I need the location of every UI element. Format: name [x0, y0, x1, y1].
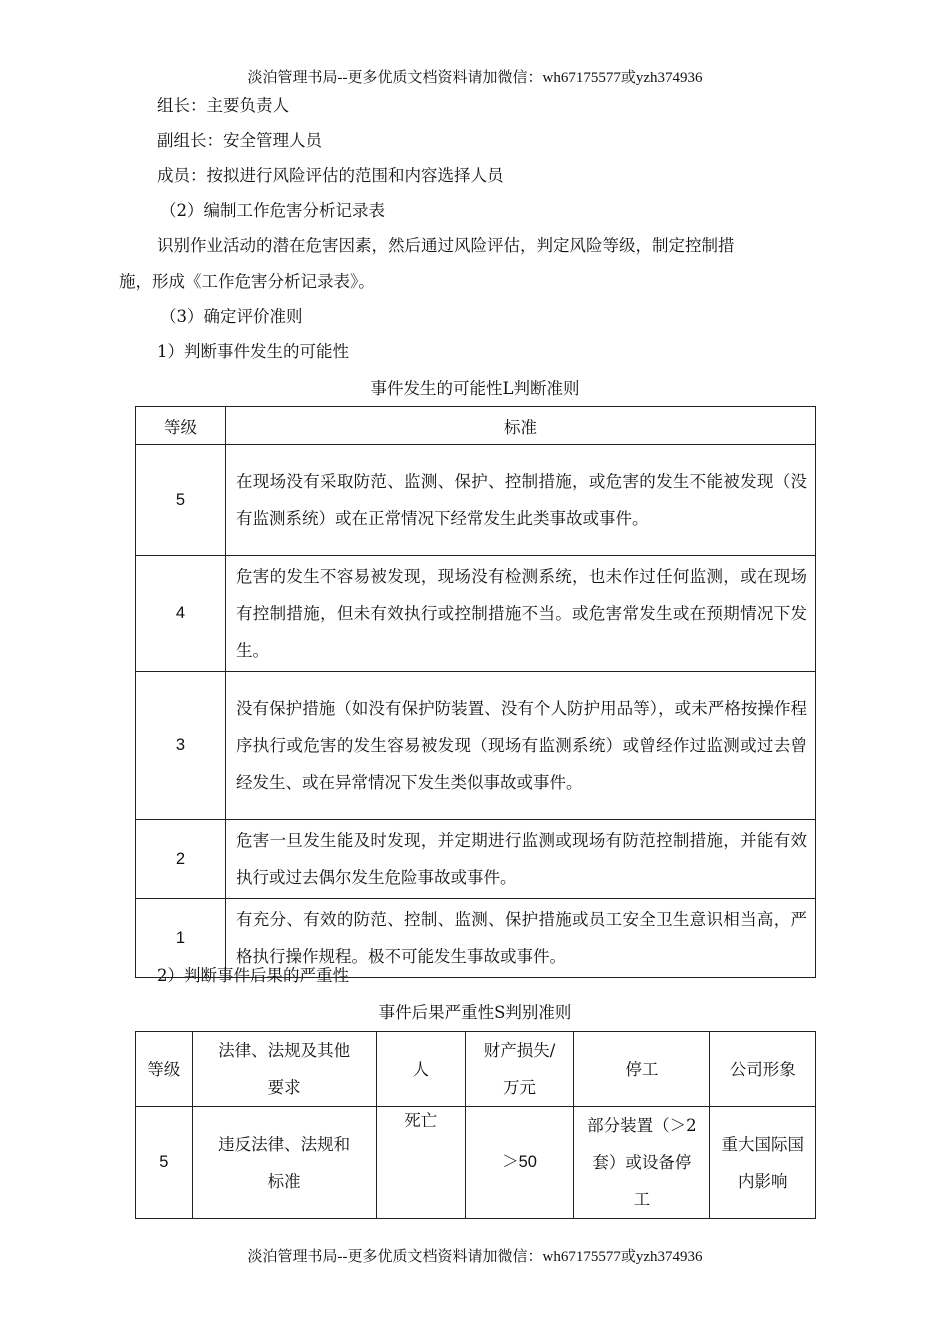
- paragraph-members: 成员：按拟进行风险评估的范围和内容选择人员: [157, 166, 504, 185]
- level-cell: 5: [136, 1107, 193, 1219]
- section-heading-3: （3）确定评价准则: [160, 307, 303, 326]
- standard-cell: 在现场没有采取防范、监测、保护、控制措施，或危害的发生不能被发现（没有监测系统）或在正常情况下经常发生此类事故或事件。: [226, 445, 816, 556]
- severity-table: [135, 1031, 816, 1219]
- likelihood-table: [135, 406, 816, 978]
- subsection-heading-1: 1）判断事件发生的可能性: [157, 342, 349, 361]
- standard-cell: 危害的发生不容易被发现，现场没有检测系统，也未作过任何监测，或在现场有控制措施，但未有效执行或控制措施不当。或危害常发生或在预期情况下发生。: [226, 556, 816, 672]
- law-cell: 违反法律、法规和标准: [192, 1107, 376, 1219]
- loss-cell: ＞50: [465, 1107, 573, 1219]
- level-cell: 1: [136, 899, 226, 978]
- paragraph-leader: 组长：主要负责人: [157, 96, 289, 115]
- standard-cell: 危害一旦发生能及时发现，并定期进行监测或现场有防范控制措施，并能有效执行或过去偶尔发生危险事故或事件。: [226, 820, 816, 899]
- table-row: [136, 672, 816, 820]
- level-cell: 4: [136, 556, 226, 672]
- standard-cell: 没有保护措施（如没有保护防装置、没有个人防护用品等），或未严格按操作程序执行或危害的发生容易被发现（现场有监测系统）或曾经作过监测或过去曾经发生、或在异常情况下发生类似事故或事件。: [226, 672, 816, 820]
- standard-cell: 有充分、有效的防范、控制、监测、保护措施或员工安全卫生意识相当高，严格执行操作规程。极不可能发生事故或事件。: [226, 899, 816, 978]
- table-header-row: [136, 407, 816, 445]
- table-row: [136, 556, 816, 672]
- header-image: 公司形象: [710, 1032, 816, 1107]
- page-footer: 淡泊管理书局--更多优质文档资料请加微信：wh67175577或yzh374936: [247, 1249, 703, 1265]
- header-person: 人: [376, 1032, 465, 1107]
- level-cell: 5: [136, 445, 226, 556]
- image-cell: 重大国际国内影响: [710, 1107, 816, 1219]
- header-stop: 停工: [574, 1032, 710, 1107]
- table2-caption: 事件后果严重性S判别准则: [378, 1003, 572, 1022]
- table-row: [136, 445, 816, 556]
- header-standard: 标准: [226, 407, 816, 445]
- header-level: 等级: [136, 1032, 193, 1107]
- table-row: [136, 820, 816, 899]
- stop-cell: 部分装置（＞2套）或设备停工: [574, 1107, 710, 1219]
- subsection-heading-2: 2）判断事件后果的严重性: [157, 966, 349, 985]
- level-cell: 2: [136, 820, 226, 899]
- table-row: [136, 1107, 816, 1219]
- paragraph-deputy: 副组长：安全管理人员: [157, 131, 322, 150]
- paragraph-identify-line2: 施，形成《工作危害分析记录表》。: [119, 272, 375, 291]
- level-cell: 3: [136, 672, 226, 820]
- page-header: 淡泊管理书局--更多优质文档资料请加微信：wh67175577或yzh374936: [247, 70, 703, 86]
- section-heading-2: （2）编制工作危害分析记录表: [160, 201, 385, 220]
- header-loss: 财产损失/万元: [465, 1032, 573, 1107]
- person-cell: 死亡: [376, 1107, 465, 1219]
- paragraph-identify-line1: 识别作业活动的潜在危害因素，然后通过风险评估，判定风险等级，制定控制措: [157, 236, 735, 255]
- header-law: 法律、法规及其他要求: [192, 1032, 376, 1107]
- table-header-row: [136, 1032, 816, 1107]
- header-level: 等级: [136, 407, 226, 445]
- table1-caption: 事件发生的可能性L判断准则: [370, 379, 580, 398]
